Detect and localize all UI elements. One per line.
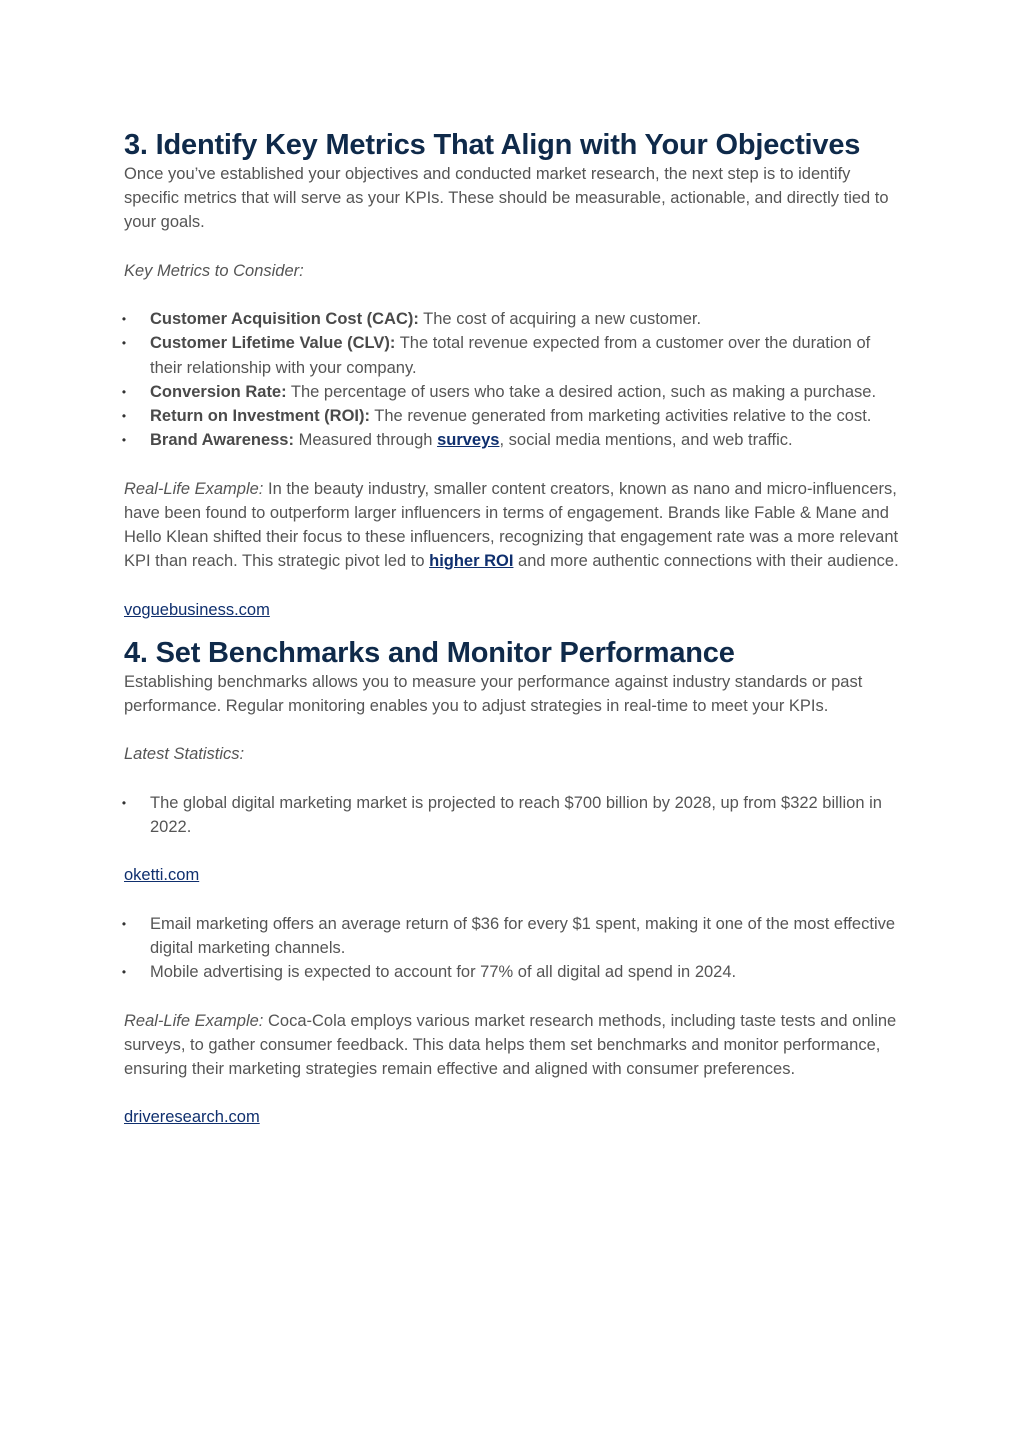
stat-text: Email marketing offers an average return of $36 for every $1 spent, making it one of the most effective digital marketing channels. bbox=[150, 914, 896, 957]
bullet-icon: • bbox=[121, 965, 127, 980]
source-line bbox=[124, 598, 904, 622]
stat-text: Mobile advertising is expected to account for 77% of all digital ad spend in 2024. bbox=[150, 963, 737, 982]
metric-desc: , social media mentions, and web traffic. bbox=[499, 431, 793, 450]
example-label: Real-Life Example: bbox=[124, 479, 264, 498]
source-line bbox=[124, 1105, 904, 1129]
bullet-icon: • bbox=[121, 312, 127, 327]
metric-term: Brand Awareness: bbox=[150, 431, 294, 450]
bullet-icon: • bbox=[121, 795, 127, 810]
bullet-icon: • bbox=[121, 433, 127, 448]
example-text: Coca-Cola employs various market research methods, including taste tests and online surveys, to gather consumer feedback. This data helps them set benchmarks and monitor performance, ensuring their marketing strategies remain effective and aligned with consumer preferences. bbox=[124, 1011, 897, 1078]
metric-term: Customer Acquisition Cost (CAC): bbox=[150, 310, 419, 329]
example-text: and more authentic connections with their audience. bbox=[513, 552, 899, 571]
list-item bbox=[121, 912, 904, 960]
oketti-link[interactable]: oketti.com bbox=[124, 866, 200, 885]
example-text: In the beauty industry, smaller content creators, known as nano and micro-influencers, have been found to outperform larger influencers in terms of engagement. Brands like Fable & Mane and Hello Klean shifted their focus to these influencers, recognizing that engagement rate was a more relevant KPI than reach. This strategic pivot led to bbox=[124, 479, 899, 571]
section4-example bbox=[124, 1009, 904, 1082]
list-item bbox=[121, 331, 904, 379]
metric-desc: The revenue generated from marketing activities relative to the cost. bbox=[370, 407, 872, 425]
list-item bbox=[121, 428, 904, 452]
bullet-icon: • bbox=[121, 409, 127, 423]
voguebusiness-link[interactable]: voguebusiness.com bbox=[124, 600, 270, 619]
source-line bbox=[124, 863, 904, 887]
higher-roi-link[interactable]: higher ROI bbox=[429, 552, 514, 571]
list-item bbox=[121, 960, 904, 984]
document-content bbox=[121, 128, 904, 1130]
stat-text: The global digital marketing market is projected to reach $700 billion by 2028, up from $322 billion in 2022. bbox=[150, 793, 882, 836]
list-item bbox=[121, 404, 904, 428]
section4-intro: Establishing benchmarks allows you to measure your performance against industry standards or past performance. Regular monitoring enables you to adjust strategies in real-time to meet your KPIs. bbox=[124, 672, 863, 715]
metric-desc: The percentage of users who take a desired action, such as making a purchase. bbox=[286, 382, 877, 401]
metric-desc: Measured through bbox=[293, 431, 438, 450]
stats-list bbox=[121, 791, 904, 839]
driveresearch-link[interactable]: driveresearch.com bbox=[124, 1108, 260, 1127]
section3-heading: 3. Identify Key Metrics That Align with Your Objectives bbox=[124, 129, 861, 161]
metric-term: Return on Investment (ROI): bbox=[150, 407, 371, 425]
section3-example bbox=[124, 477, 904, 574]
section3-intro: Once you’ve established your objectives and conducted market research, the next step is to identify specific metrics that will serve as your KPIs. These should be measurable, actionable, and directly tied to your goals. bbox=[124, 165, 889, 232]
metric-term: Conversion Rate: bbox=[150, 382, 287, 401]
bullet-icon: • bbox=[121, 916, 127, 931]
list-item bbox=[121, 380, 904, 404]
stats-list bbox=[121, 912, 904, 985]
section4-heading: 4. Set Benchmarks and Monitor Performance bbox=[124, 636, 735, 669]
metric-desc: The total revenue expected from a customer over the duration of their relationship with your company. bbox=[150, 334, 871, 377]
list-item bbox=[121, 791, 904, 839]
surveys-link[interactable]: surveys bbox=[437, 431, 500, 450]
bullet-icon: • bbox=[121, 336, 127, 351]
stats-label: Latest Statistics: bbox=[124, 745, 245, 764]
example-label: Real-Life Example: bbox=[124, 1011, 264, 1030]
metric-term: Customer Lifetime Value (CLV): bbox=[150, 334, 396, 353]
list-item bbox=[121, 307, 904, 331]
bullet-icon: • bbox=[121, 384, 127, 399]
metrics-label: Key Metrics to Consider: bbox=[124, 261, 304, 280]
metric-desc: The cost of acquiring a new customer. bbox=[418, 310, 702, 329]
metrics-list bbox=[121, 307, 904, 452]
